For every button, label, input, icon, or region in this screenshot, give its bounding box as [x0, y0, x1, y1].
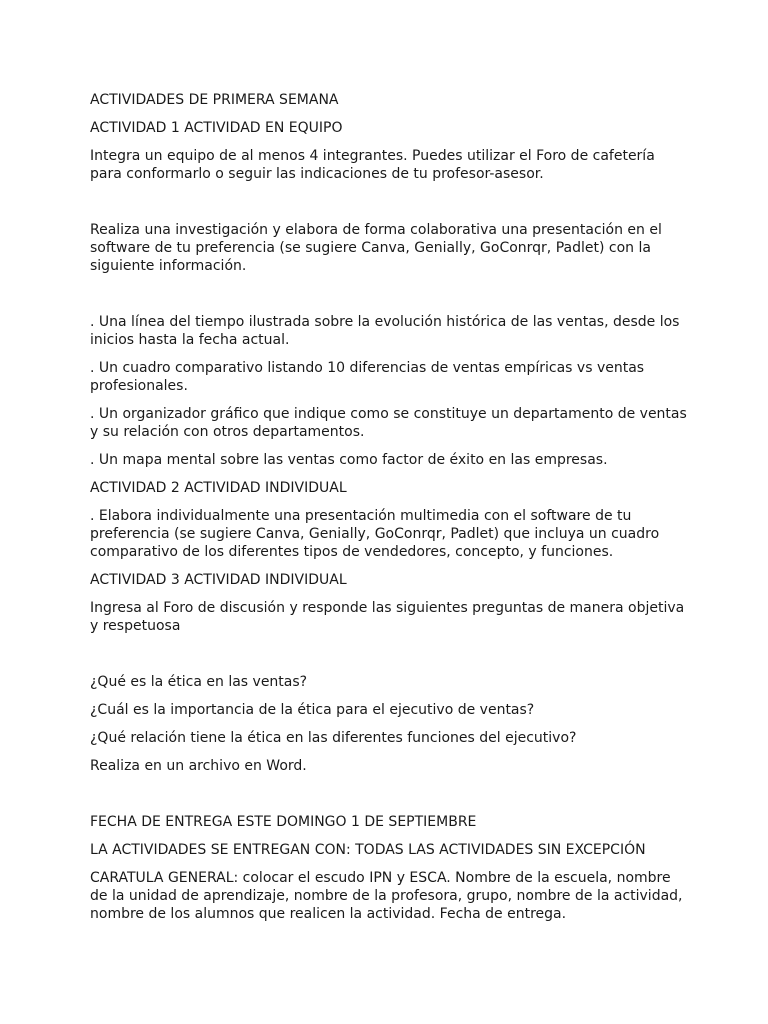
- activity-3-note: Realiza en un archivo en Word.: [90, 758, 307, 774]
- activity-3-title: ACTIVIDAD 3 ACTIVIDAD INDIVIDUAL: [90, 572, 347, 588]
- document-heading: ACTIVIDADES DE PRIMERA SEMANA: [90, 92, 339, 108]
- document-page: [90, 91, 690, 933]
- activity-1-title: ACTIVIDAD 1 ACTIVIDAD EN EQUIPO: [90, 120, 343, 136]
- activity-3-question: ¿Qué relación tiene la ética en las diferentes funciones del ejecutivo?: [90, 730, 577, 746]
- activity-1-paragraph-2: Realiza una investigación y elabora de forma colaborativa una presentación en el software de tu preferencia (se sugiere Canva, Genially, GoConrqr, Padlet) con la siguiente información.: [90, 222, 662, 274]
- activity-1-item: . Un mapa mental sobre las ventas como factor de éxito en las empresas.: [90, 452, 608, 468]
- activity-3-paragraph: Ingresa al Foro de discusión y responde las siguientes preguntas de manera objetiva y respetuosa: [90, 600, 685, 634]
- cover-instructions: CARATULA GENERAL: colocar el escudo IPN y ESCA. Nombre de la escuela, nombre de la unidad de aprendizaje, nombre de la profesora, grupo, nombre de la actividad, nombre de los alumnos que realicen la actividad. Fecha de entrega.: [90, 870, 683, 922]
- blank-line: [90, 785, 690, 813]
- blank-line: [90, 645, 690, 673]
- activity-3-question: ¿Cuál es la importancia de la ética para el ejecutivo de ventas?: [90, 702, 535, 718]
- due-date: FECHA DE ENTREGA ESTE DOMINGO 1 DE SEPTIEMBRE: [90, 814, 477, 830]
- activity-1-paragraph-1: Integra un equipo de al menos 4 integrantes. Puedes utilizar el Foro de cafetería para conformarlo o seguir las indicaciones de tu profesor-asesor.: [90, 148, 655, 182]
- activity-3-question: ¿Qué es la ética en las ventas?: [90, 674, 308, 690]
- activity-2-paragraph: . Elabora individualmente una presentación multimedia con el software de tu preferencia (se sugiere Canva, Genially, GoConrqr, Padlet) que incluya un cuadro comparativo de los diferentes tipos de vendedores, concepto, y funciones.: [90, 508, 660, 560]
- activity-1-item: . Una línea del tiempo ilustrada sobre la evolución histórica de las ventas, desde los inicios hasta la fecha actual.: [90, 314, 680, 348]
- blank-line: [90, 285, 690, 313]
- delivery-rule: LA ACTIVIDADES SE ENTREGAN CON: TODAS LAS ACTIVIDADES SIN EXCEPCIÓN: [90, 842, 646, 858]
- blank-line: [90, 193, 690, 221]
- activity-1-item: . Un cuadro comparativo listando 10 diferencias de ventas empíricas vs ventas profesionales.: [90, 360, 645, 394]
- activity-2-title: ACTIVIDAD 2 ACTIVIDAD INDIVIDUAL: [90, 480, 347, 496]
- activity-1-item: . Un organizador gráfico que indique como se constituye un departamento de ventas y su relación con otros departamentos.: [90, 406, 687, 440]
